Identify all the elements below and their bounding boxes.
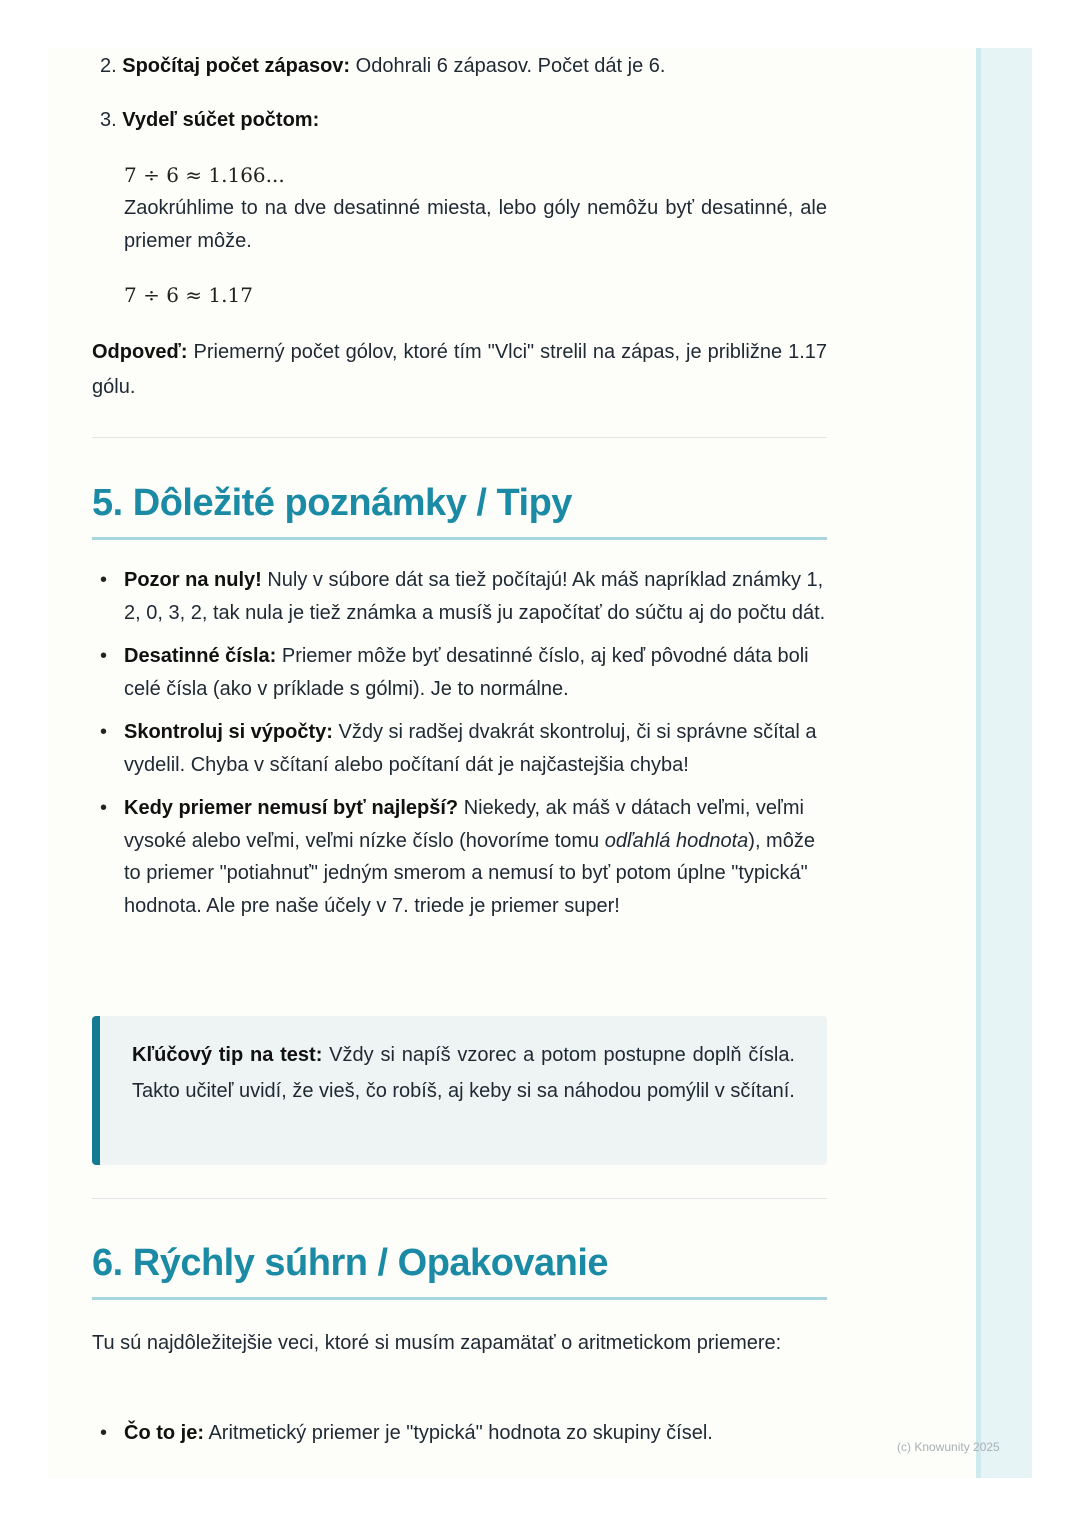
- answer-paragraph: Odpoveď: Priemerný počet gólov, ktoré tím "Vlci" strelil na zápas, je približne 1.17 gólu.: [92, 341, 827, 398]
- step-3: 3. Vydeľ súčet počtom:: [100, 109, 320, 131]
- section-6-heading: 6. Rýchly súhrn / Opakovanie: [92, 1242, 827, 1300]
- summary-list: [92, 1417, 827, 1461]
- step-2: 2. Spočítaj počet zápasov: Odohrali 6 zápasov. Počet dát je 6.: [100, 55, 666, 77]
- section-5-heading: 5. Dôležité poznámky / Tipy: [92, 482, 827, 540]
- divider: [92, 1198, 827, 1199]
- section-6-intro: Tu sú najdôležitejšie veci, ktoré si musím zapamätať o aritmetickom priemere:: [92, 1332, 782, 1354]
- key-tip-callout: Kľúčový tip na test: Vždy si napíš vzorec a potom postupne doplň čísla. Takto učiteľ uvidí, že vieš, čo robíš, aj keby si sa náhodou pomýlil v sčítaní.: [92, 1016, 827, 1165]
- divider: [92, 437, 827, 438]
- list-item: • Čo to je: Aritmetický priemer je "typická" hodnota zo skupiny čísel.: [92, 1417, 827, 1450]
- copyright-text: (c) Knowunity 2025: [897, 1440, 1000, 1454]
- side-panel: [976, 48, 1032, 1478]
- list-item: • Skontroluj si výpočty: Vždy si radšej dvakrát skontroluj, či si správne sčítal a vydelil. Chyba v sčítaní alebo počítaní dát je najčastejšia chyba!: [92, 716, 827, 781]
- math-expression-1: 7 ÷ 6 ≈ 1.166...: [124, 163, 285, 187]
- list-item: • Pozor na nuly! Nuly v súbore dát sa tiež počítajú! Ak máš napríklad známky 1, 2, 0, 3, 2, tak nula je tiež známka a musíš ju započítať do súčtu aj do počtu dát.: [92, 564, 827, 629]
- tips-list: [92, 564, 827, 933]
- list-item: • Kedy priemer nemusí byť najlepší? Niekedy, ak máš v dátach veľmi, veľmi vysoké alebo veľmi, veľmi nízke číslo (hovoríme tomu odľahlá hodnota), môže to priemer "potiahnuť" jedným smerom a nemusí to byť potom úplne "typická" hodnota. Ale pre naše účely v 7. triede je priemer super!: [92, 792, 827, 922]
- math-expression-2: 7 ÷ 6 ≈ 1.17: [124, 283, 253, 307]
- rounding-text: Zaokrúhlime to na dve desatinné miesta, lebo góly nemôžu byť desatinné, ale priemer môže.: [124, 197, 827, 252]
- list-item: • Desatinné čísla: Priemer môže byť desatinné číslo, aj keď pôvodné dáta boli celé čísla (ako v príklade s gólmi). Je to normálne.: [92, 640, 827, 705]
